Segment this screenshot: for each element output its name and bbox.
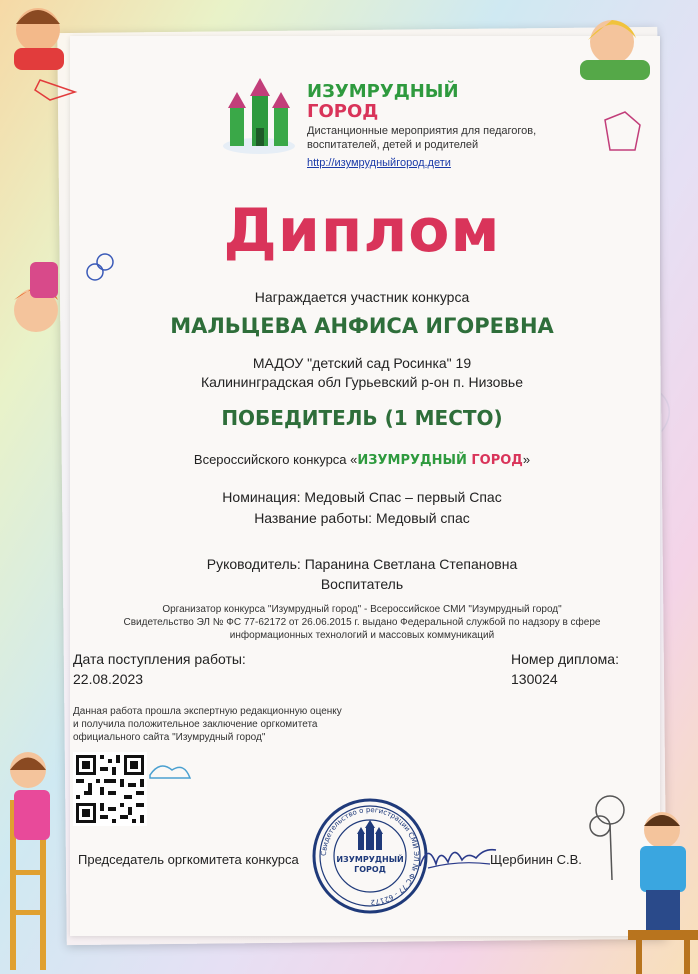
contest-name-part2: ГОРОД [471,453,523,468]
stamp-castle-icon [357,820,383,850]
stamp-center-line1: ИЗУМРУДНЫЙ [336,855,404,864]
contest-line [62,452,662,468]
kid-top-right [580,20,650,150]
organizer-line1: Организатор конкурса "Изумрудный город" - Всероссийское СМИ "Изумрудный город" [162,604,562,615]
awarded-text: Награждается участник конкурса [254,289,470,305]
supervisor-role: Воспитатель [320,576,404,592]
review-line2: и получила положительное заключение оргкомитета [73,719,318,730]
date-value: 22.08.2023 [73,671,144,687]
contest-name-part1: ИЗУМРУДНЫЙ [357,453,472,468]
logo-subtitle [307,124,536,152]
review-text [73,705,342,744]
diploma-title: Диплом [223,196,501,266]
review-line3: официального сайта "Изумрудный город" [73,732,266,743]
stamp-center-line2: ГОРОД [354,865,386,874]
number-label: Номер диплома: [511,651,619,667]
organizer-line2: Свидетельство ЭЛ № ФС 77-62172 от 26.06.2015 г. выдано Федеральной службой по надзору в сфере [123,617,601,628]
castle-logo-icon [218,78,300,156]
organizer-info [62,603,662,642]
contest-prefix: Всероссийского конкурса « [193,452,358,467]
signature-scribble [418,838,498,874]
logo-title [307,82,459,122]
signature-name: Щербинин С.В. [490,852,582,867]
kid-top-left [14,8,75,100]
qr-code-icon[interactable] [73,752,147,826]
logo-title-line2: ГОРОД [307,101,379,122]
review-line1: Данная работа прошла экспертную редакционную оценку [73,706,342,717]
logo-subtitle-line2: воспитателей, детей и родителей [307,139,479,151]
number-value: 130024 [511,671,558,687]
logo-title-line1: ИЗУМРУДНЫЙ [307,81,459,102]
institution-line2: Калининградская обл Гурьевский р-он п. Низовье [201,374,523,390]
organization-stamp [310,796,430,916]
institution-line1: МАДОУ "детский сад Росинка" 19 [252,355,472,371]
date-label: Дата поступления работы: [73,651,246,667]
supervisor: Руководитель: Паранина Светлана Степановна [206,556,518,572]
nomination: Номинация: Медовый Спас – первый Спас [222,489,502,505]
organizer-line3: информационных технологий и массовых коммуникаций [229,630,495,641]
contest-suffix: » [522,452,531,467]
chairman-label: Председатель оргкомитета конкурса [78,852,299,867]
stamp-ring-text: Свидетельство о регистрации СМИ ЭЛ № ФС 77 - 62172 [319,805,421,907]
logo-subtitle-line1: Дистанционные мероприятия для педагогов, [307,125,537,137]
work-title: Название работы: Медовый спас [254,510,470,526]
participant-name: МАЛЬЦЕВА АНФИСА ИГОРЕВНА [170,314,554,338]
logo-url-link[interactable]: http://изумрудныйгород.дети [307,157,451,169]
kid-bottom-right [590,796,698,974]
result-place: ПОБЕДИТЕЛЬ (1 МЕСТО) [221,406,503,430]
